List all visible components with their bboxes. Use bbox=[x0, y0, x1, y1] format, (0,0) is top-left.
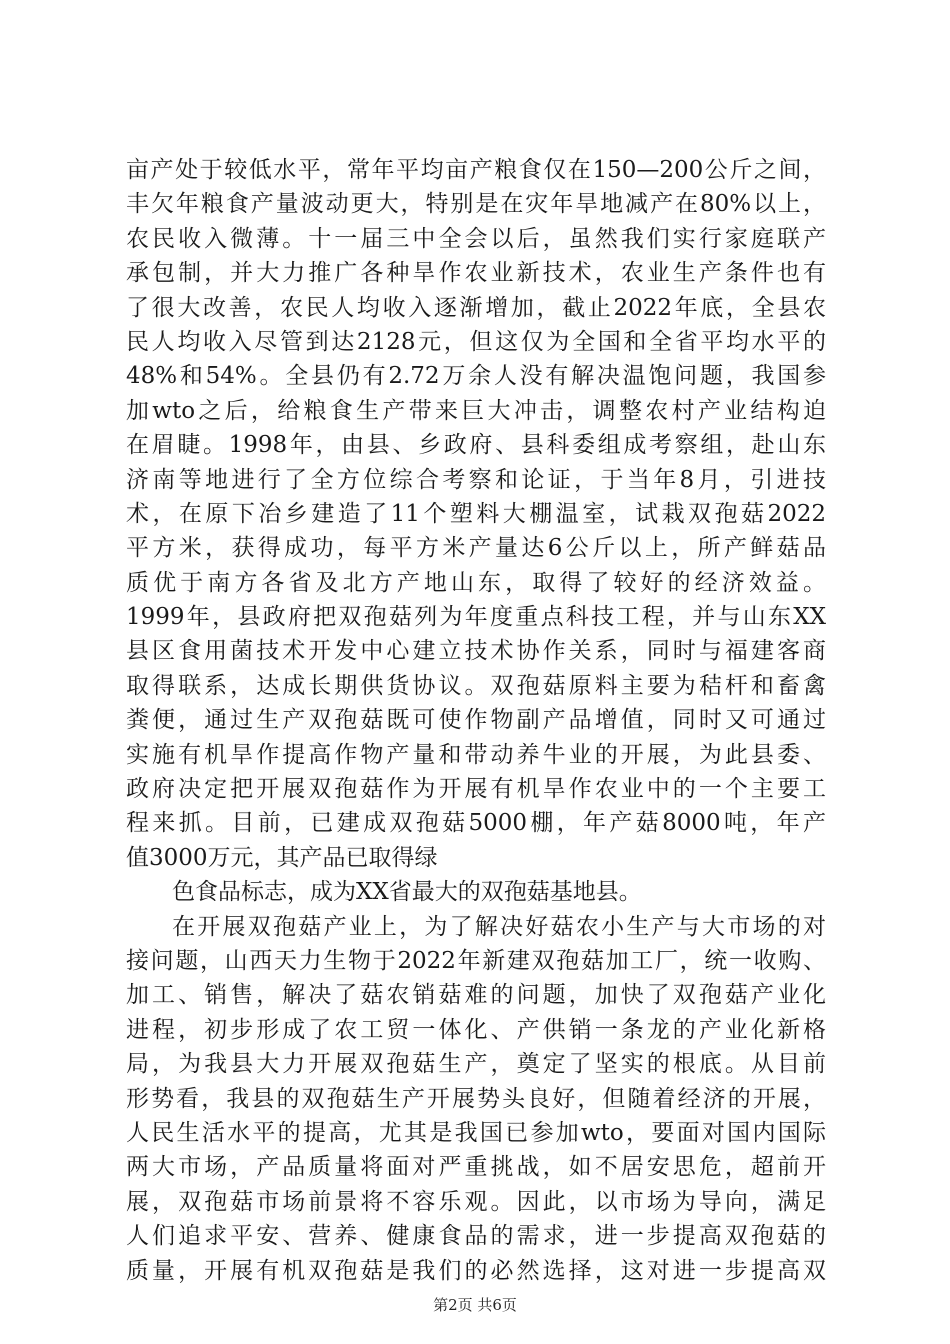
text-line: 亩产处于较低水平，常年平均亩产粮食仅在150—200公斤之间， bbox=[126, 157, 826, 183]
text-line: 民人均收入尽管到达2128元，但这仅为全国和全省平均水平的 bbox=[126, 328, 826, 355]
text-line: 色食品标志，成为XX省最大的双孢菇基地县。 bbox=[172, 879, 642, 906]
text-line: 值3000万元，其产品已取得绿 bbox=[126, 844, 438, 871]
paragraph-2 bbox=[126, 875, 826, 909]
text-line: 形势看，我县的双孢菇生产开展势头良好，但随着经济的开展， bbox=[126, 1085, 826, 1112]
text-line: 加wto之后，给粮食生产带来巨大冲击，调整农村产业结构迫 bbox=[126, 397, 826, 424]
text-line: 接问题，山西天力生物于2022年新建双孢菇加工厂，统一收购、 bbox=[126, 947, 826, 974]
text-line: 术，在原下冶乡建造了11个塑料大棚温室，试栽双孢菇2022 bbox=[126, 500, 826, 527]
text-line: 了很大改善，农民人均收入逐渐增加，截止2022年底，全县农 bbox=[126, 294, 826, 321]
text-line: 农民收入微薄。十一届三中全会以后，虽然我们实行家庭联产 bbox=[126, 225, 826, 252]
document-body bbox=[126, 153, 826, 1288]
page-number-footer: 第2页 共6页 bbox=[433, 1296, 517, 1314]
text-line: 丰欠年粮食产量波动更大，特别是在灾年旱地减产在80%以上， bbox=[126, 191, 826, 218]
text-line: 人们追求平安、营养、健康食品的需求，进一步提高双孢菇的 bbox=[126, 1223, 826, 1250]
text-line: 局，为我县大力开展双孢菇生产，奠定了坚实的根底。从目前 bbox=[126, 1051, 826, 1078]
text-line: 加工、销售，解决了菇农销菇难的问题，加快了双孢菇产业化 bbox=[126, 982, 826, 1009]
text-line: 进程，初步形成了农工贸一体化、产供销一条龙的产业化新格 bbox=[126, 1016, 826, 1043]
text-line: 两大市场，产品质量将面对严重挑战，如不居安思危，超前开 bbox=[126, 1154, 826, 1181]
text-line: 质优于南方各省及北方产地山东，取得了较好的经济效益。 bbox=[126, 569, 826, 596]
text-line: 人民生活水平的提高，尤其是我国已参加wto，要面对国内国际 bbox=[126, 1119, 826, 1146]
paragraph-1 bbox=[126, 153, 826, 875]
text-line: 政府决定把开展双孢菇作为开展有机旱作农业中的一个主要工 bbox=[126, 776, 826, 803]
text-line: 粪便，通过生产双孢菇既可使作物副产品增值，同时又可通过 bbox=[126, 707, 826, 734]
text-line: 程来抓。目前，已建成双孢菇5000棚，年产菇8000吨，年产 bbox=[126, 810, 826, 837]
text-line: 县区食用菌技术开发中心建立技术协作关系，同时与福建客商 bbox=[126, 638, 826, 665]
text-line: 展，双孢菇市场前景将不容乐观。因此，以市场为导向，满足 bbox=[126, 1188, 826, 1215]
paragraph-3 bbox=[126, 910, 826, 1288]
text-line: 质量，开展有机双孢菇是我们的必然选择，这对进一步提高双 bbox=[126, 1257, 826, 1284]
text-line: 1999年，县政府把双孢菇列为年度重点科技工程，并与山东XX bbox=[126, 604, 826, 631]
text-line: 48%和54%。全县仍有2.72万余人没有解决温饱问题，我国参 bbox=[126, 363, 826, 390]
text-line: 济南等地进行了全方位综合考察和论证，于当年8月，引进技 bbox=[126, 466, 826, 493]
text-line: 实施有机旱作提高作物产量和带动养牛业的开展，为此县委、 bbox=[126, 741, 826, 768]
text-line: 取得联系，达成长期供货协议。双孢菇原料主要为秸杆和畜禽 bbox=[126, 672, 826, 699]
text-line: 承包制，并大力推广各种旱作农业新技术，农业生产条件也有 bbox=[126, 260, 826, 287]
text-line: 在眉睫。1998年，由县、乡政府、县科委组成考察组，赴山东 bbox=[126, 432, 826, 459]
text-line: 平方米，获得成功，每平方米产量达6公斤以上，所产鲜菇品 bbox=[126, 535, 826, 562]
text-line: 在开展双孢菇产业上，为了解决好菇农小生产与大市场的对 bbox=[172, 913, 826, 940]
